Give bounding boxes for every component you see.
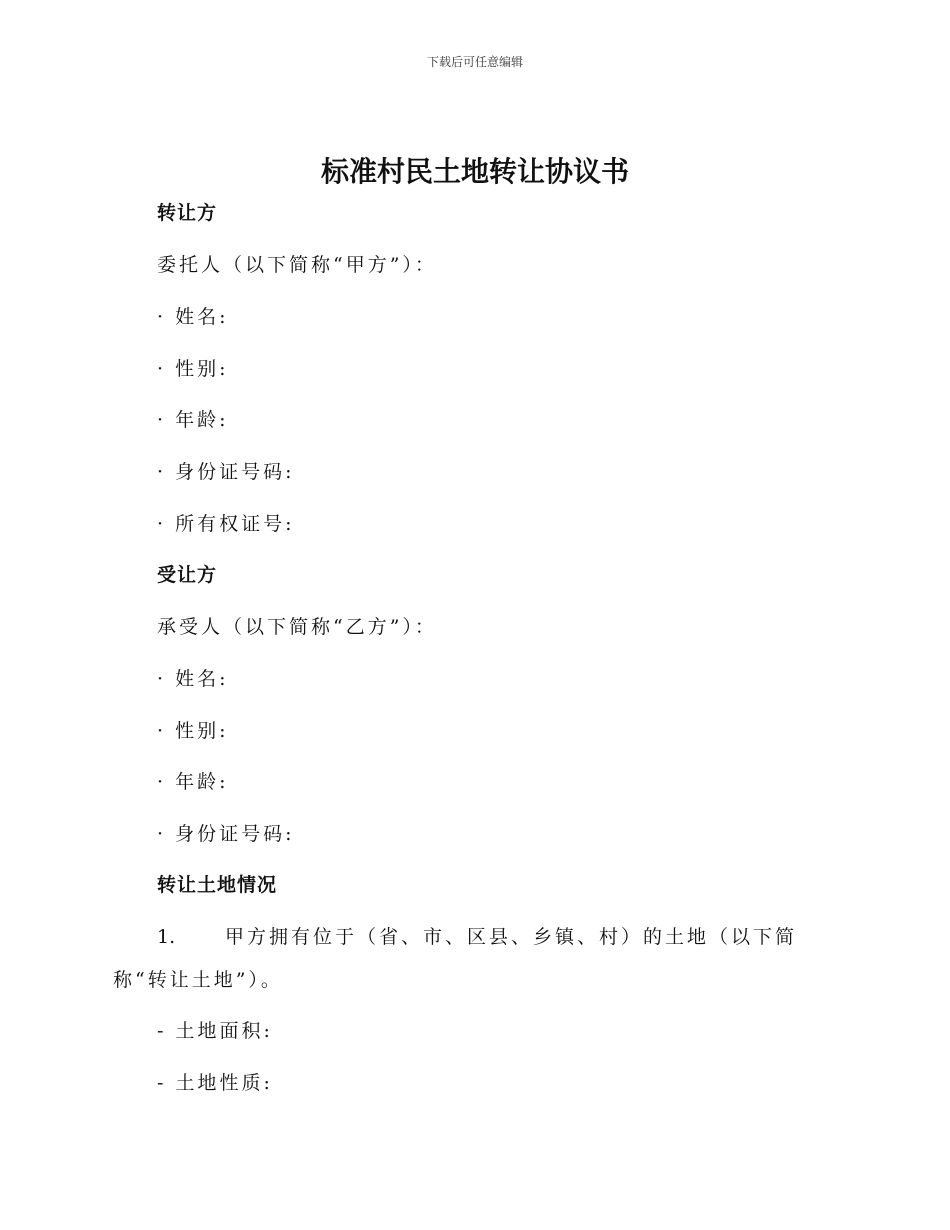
section-heading-land: 转让土地情况 <box>157 874 278 896</box>
transferor-intro: 委托人（以下简称“甲方”）： <box>157 254 437 276</box>
transferee-field-id-number: · 身份证号码: <box>157 823 295 845</box>
land-detail-nature: - 土地性质: <box>157 1072 273 1094</box>
land-item-1 <box>157 922 797 949</box>
land-detail-area: - 土地面积: <box>157 1020 273 1042</box>
transferee-field-age: · 年龄: <box>157 771 229 793</box>
transferor-field-id-number: · 身份证号码: <box>157 461 295 483</box>
transferor-field-ownership-cert: · 所有权证号: <box>157 513 295 535</box>
land-item-text: 甲方拥有位于（省、市、区县、乡镇、村）的土地（以下简 <box>225 926 798 948</box>
transferee-intro: 承受人（以下简称“乙方”）： <box>157 616 437 638</box>
land-item-number: 1. <box>157 926 176 948</box>
section-heading-transferor: 转让方 <box>157 202 218 224</box>
document-title: 标准村民土地转让协议书 <box>320 155 629 188</box>
section-heading-transferee: 受让方 <box>157 564 218 586</box>
header-note: 下载后可任意编辑 <box>426 55 523 69</box>
transferor-field-gender: · 性别: <box>157 358 229 380</box>
land-item-1-continuation: 称“转让土地”）。 <box>113 969 283 991</box>
transferor-field-age: · 年龄: <box>157 409 229 431</box>
transferee-field-gender: · 性别: <box>157 720 229 742</box>
transferee-field-name: · 姓名: <box>157 668 229 690</box>
transferor-field-name: · 姓名: <box>157 306 229 328</box>
